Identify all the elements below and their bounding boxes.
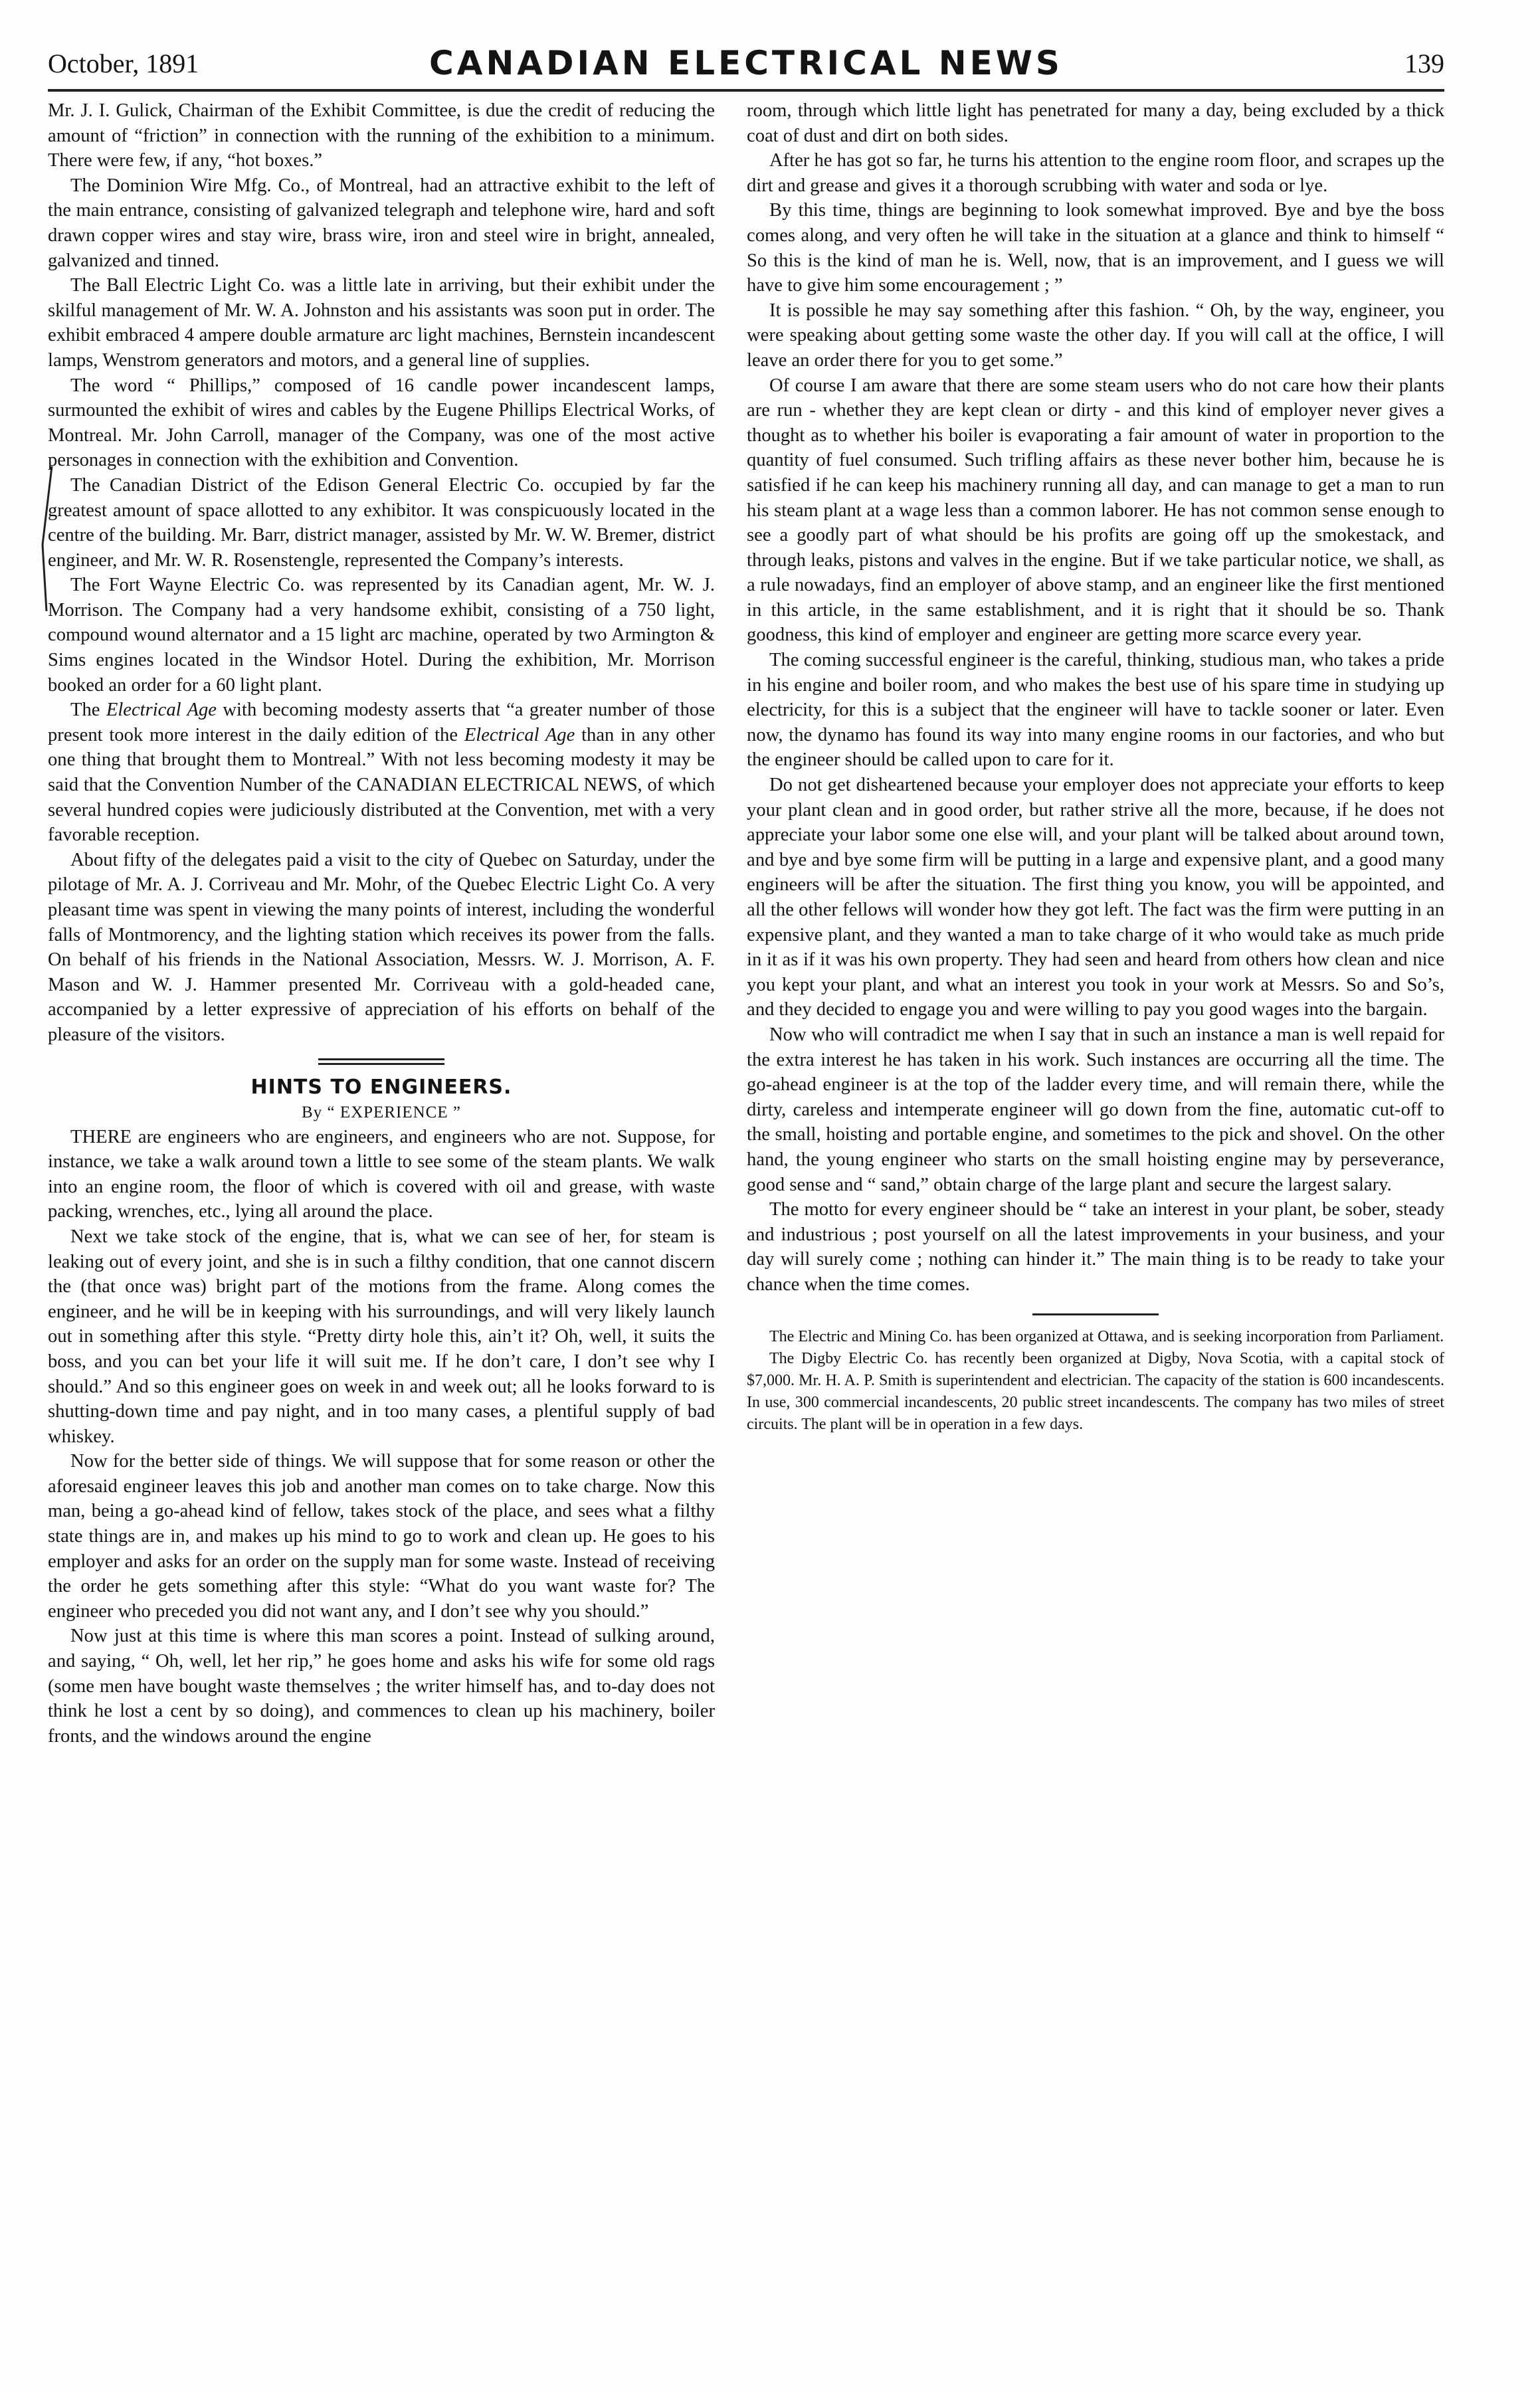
text-run: than in any other one thing that brought them to Montreal.” With not less becoming modesty it may be said that the Convention Number of the CANADIAN ELECTRICAL NEWS, of which several hundred copies were judiciously distributed at the Convention, met with a very favorable reception. (48, 724, 715, 846)
article-byline: By “ EXPERIENCE ” (302, 1103, 461, 1121)
text-run: with becoming modesty asserts that “a greater number of those present took more interest in the daily edition of the (48, 700, 716, 745)
paragraph: The Dominion Wire Mfg. Co., of Montreal, had an attractive exhibit to the left of the main entrance, consisting of galvanized telegraph and telephone wire, hard and soft drawn copper wires and stay wire, brass wire, iron and steel wire in bright, annealed, galvanized and tinned. (48, 175, 715, 271)
paragraph: Now just at this time is where this man scores a point. Instead of sulking around, and saying, “ Oh, well, let her rip,” he goes home and asks his wife for some old rags (some men have bought waste themselves ; the writer himself has, and to-day does not think he lost a cent by so doing), and commences to clean up his machinery, boiler fronts, and the windows around the engine (48, 1626, 715, 1747)
paragraph: Do not get disheartened because your employer does not appreciate your efforts to keep your plant clean and in good order, but rather strive all the more, because, if he does not appreciate your labor some one else will, and your plant will be talked about around town, and bye and bye some firm will be putting in a large and expensive plant, and a good many engineers will be after the situation. The first thing you know, you will be appointed, and all the other fellows will wonder how they got left. The fact was the firm were putting in an expensive plant, and they wanted a man to take charge of it who would take as much pride in it as if it was his own property. They had seen and heard from others how clean and nice you kept your plant, and what an interest you took in your work at Messrs. So and So’s, and they decided to engage you and were willing to pay you good wages into the bargain. (747, 775, 1444, 1020)
paragraph: Next we take stock of the engine, that is, what we can see of her, for steam is leaking out of every joint, and she is in such a filthy condition, that one cannot discern the (that once was) bright part of the motions from the frame. Along comes the engineer, and he will be in keeping with his surroundings, and will very likely launch out in something after this style. “Pretty dirty hole this, ain’t it? Oh, well, it suits the boss, and you can bet your life it will suit me. If he don’t care, I don’t see why I should.” And so this engineer goes on week in and week out; all he looks forward to is shutting-down time and pay night, and in too many cases, a plentiful supply of bad whiskey. (48, 1226, 715, 1447)
right-column (747, 98, 1444, 1436)
paragraph: Now for the better side of things. We will suppose that for some reason or other the aforesaid engineer leaves this job and another man comes on to take charge. Now this man, being a go-ahead kind of fellow, takes stock of the place, and sees what a filthy state things are in, and makes up his mind to go to work and clean up. He goes to his employer and asks for an order on the supply man for some waste. Instead of receiving the order he gets something after this style: “What do you want waste for? The engineer who preceded you did not want any, and I don’t see why you should.” (48, 1451, 715, 1622)
paragraph: Mr. J. I. Gulick, Chairman of the Exhibit Committee, is due the credit of reducing the amount of “friction” in connection with the running of the exhibition to a minimum. There were few, if any, “hot boxes.” (48, 100, 715, 171)
page-number: 139 (1404, 48, 1444, 78)
paragraph: Of course I am aware that there are some steam users who do not care how their plants are run - whether they are kept clean or dirty - and this kind of employer never gives a thought as to whether his boiler is evaporating a fair amount of water in proportion to the quantity of fuel consumed. Such trifling affairs as these never bother him, because he is satisfied if he can keep his machinery running all day, and can manage to get a man to run his steam plant at a wage less than a common laborer. He has not common sense enough to see a goodly part of what should be his profits are going off up the smokestack, and through leaks, pistons and valves in the engine. But if we take particular notice, we shall, as a rule nowadays, find an employer of above stamp, and an engineer like the first mentioned in this article, in the same establishment, and it is right that it should be so. Thank goodness, this kind of employer and engineer are getting more scarce every year. (747, 375, 1444, 646)
news-item: The Digby Electric Co. has recently been organized at Digby, Nova Scotia, with a capital stock of $7,000. Mr. H. A. P. Smith is superintendent and electrician. The capacity of the station is 600 incandescents. In use, 300 commercial incandescents, 20 public street incandescents. The company has two miles of street circuits. The plant will be in operation in a few days. (747, 1349, 1444, 1433)
section-divider (1032, 1313, 1159, 1315)
paragraph: It is possible he may say something after this fashion. “ Oh, by the way, engineer, you were speaking about getting some waste the other day. If you will call at the office, I will leave an order there for you to get some.” (747, 300, 1444, 371)
paragraph (48, 698, 715, 848)
publication-title: Electrical Age (106, 700, 217, 721)
page-header (48, 44, 1444, 89)
paragraph: The motto for every engineer should be “ take an interest in your plant, be sober, steady and industrious ; post yourself on all the latest improvements in your business, and your day will surely come ; nothing can hinder it.” The main thing is to be ready to take your chance when the time comes. (747, 1199, 1444, 1295)
text-run: The (70, 700, 106, 721)
article-heading: HINTS TO ENGINEERS. (250, 1075, 512, 1099)
paragraph: The Ball Electric Light Co. was a little late in arriving, but their exhibit under the skilful management of Mr. W. A. Johnston and his assistants was soon put in order. The exhibit embraced 4 ampere double armature arc light machines, Bernstein incandescent lamps, Wenstrom generators and motors, and a general line of supplies. (48, 275, 715, 371)
paragraph: The Canadian District of the Edison General Electric Co. occupied by far the greatest amount of space allotted to any exhibitor. It was conspicuously located in the centre of the building. Mr. Barr, district manager, assisted by Mr. W. W. Bremer, district engineer, and Mr. W. R. Rosenstengle, represented the Company’s interests. (48, 474, 715, 571)
paragraph: By this time, things are beginning to look somewhat improved. Bye and bye the boss comes along, and very often he will take in the situation at a glance and think to himself “ So this is the kind of man he is. Well, now, that is an improvement, and I guess we will have to give him some encouragement ; ” (747, 200, 1444, 296)
masthead-title: CANADIAN ELECTRICAL NEWS (429, 44, 1063, 82)
paragraph: The word “ Phillips,” composed of 16 candle power incandescent lamps, surmounted the exhibit of wires and cables by the Eugene Phillips Electrical Works, of Montreal. Mr. John Carroll, manager of the Company, was one of the most active personages in connection with the exhibition and Convention. (48, 375, 715, 471)
paragraph: The Fort Wayne Electric Co. was represented by its Canadian agent, Mr. W. J. Morrison. The Company had a very handsome exhibit, consisting of a 750 light, compound wound alternator and a 15 light arc machine, operated by two Armington & Sims engines located in the Windsor Hotel. During the exhibition, Mr. Morrison booked an order for a 60 light plant. (48, 575, 715, 696)
paragraph: THERE are engineers who are engineers, and engineers who are not. Suppose, for instance, we take a walk around town a little to see some of the steam plants. We walk into an engine room, the floor of which is covered with oil and grease, with waste packing, wrenches, etc., lying all around the place. (48, 1126, 715, 1222)
news-notes (747, 1326, 1444, 1436)
news-item: The Electric and Mining Co. has been organized at Ottawa, and is seeking incorporation from Parliament. (769, 1327, 1444, 1345)
left-column (48, 98, 715, 1749)
paragraph: The coming successful engineer is the careful, thinking, studious man, who takes a pride in his engine and boiler room, and who makes the best use of his spare time in studying up electricity, for this is a subject that the engineer will have to tackle sooner or later. Even now, the dynamo has found its way into many engine rooms in our factories, and who but the engineer should be called upon to care for it. (747, 650, 1444, 771)
publication-title: Electrical Age (464, 724, 575, 745)
header-rule (48, 89, 1444, 92)
section-divider (318, 1058, 444, 1065)
paragraph: After he has got so far, he turns his attention to the engine room floor, and scrapes up the dirt and grease and gives it a thorough scrubbing with water and soda or lye. (747, 150, 1444, 196)
issue-date: October, 1891 (48, 48, 199, 78)
paragraph: Now who will contradict me when I say that in such an instance a man is well repaid for the extra interest he has taken in his work. Such instances are occurring all the time. The go-ahead engineer is at the top of the ladder every time, and will remain there, while the dirty, careless and intemperate engineer will go down from the fine, automatic cut-off to the small, hoisting and portable engine, and sometimes to the pick and shovel. On the other hand, the young engineer who starts on the small hoisting engine may by perseverance, good sense and “ sand,” obtain charge of the large plant and secure the largest salary. (747, 1024, 1444, 1195)
paragraph: room, through which little light has penetrated for many a day, being excluded by a thick coat of dust and dirt on both sides. (747, 100, 1444, 146)
paragraph: About fifty of the delegates paid a visit to the city of Quebec on Saturday, under the pilotage of Mr. A. J. Corriveau and Mr. Mohr, of the Quebec Electric Light Co. A very pleasant time was spent in viewing the many points of interest, including the wonderful falls of Montmorency, and the lighting station which receives its power from the falls. On behalf of his friends in the National Association, Messrs. W. J. Morrison, A. F. Mason and W. J. Hammer presented Mr. Corriveau with a gold-headed cane, accompanied by a letter expressive of appreciation of his efforts on behalf of the pleasure of the visitors. (48, 849, 715, 1045)
